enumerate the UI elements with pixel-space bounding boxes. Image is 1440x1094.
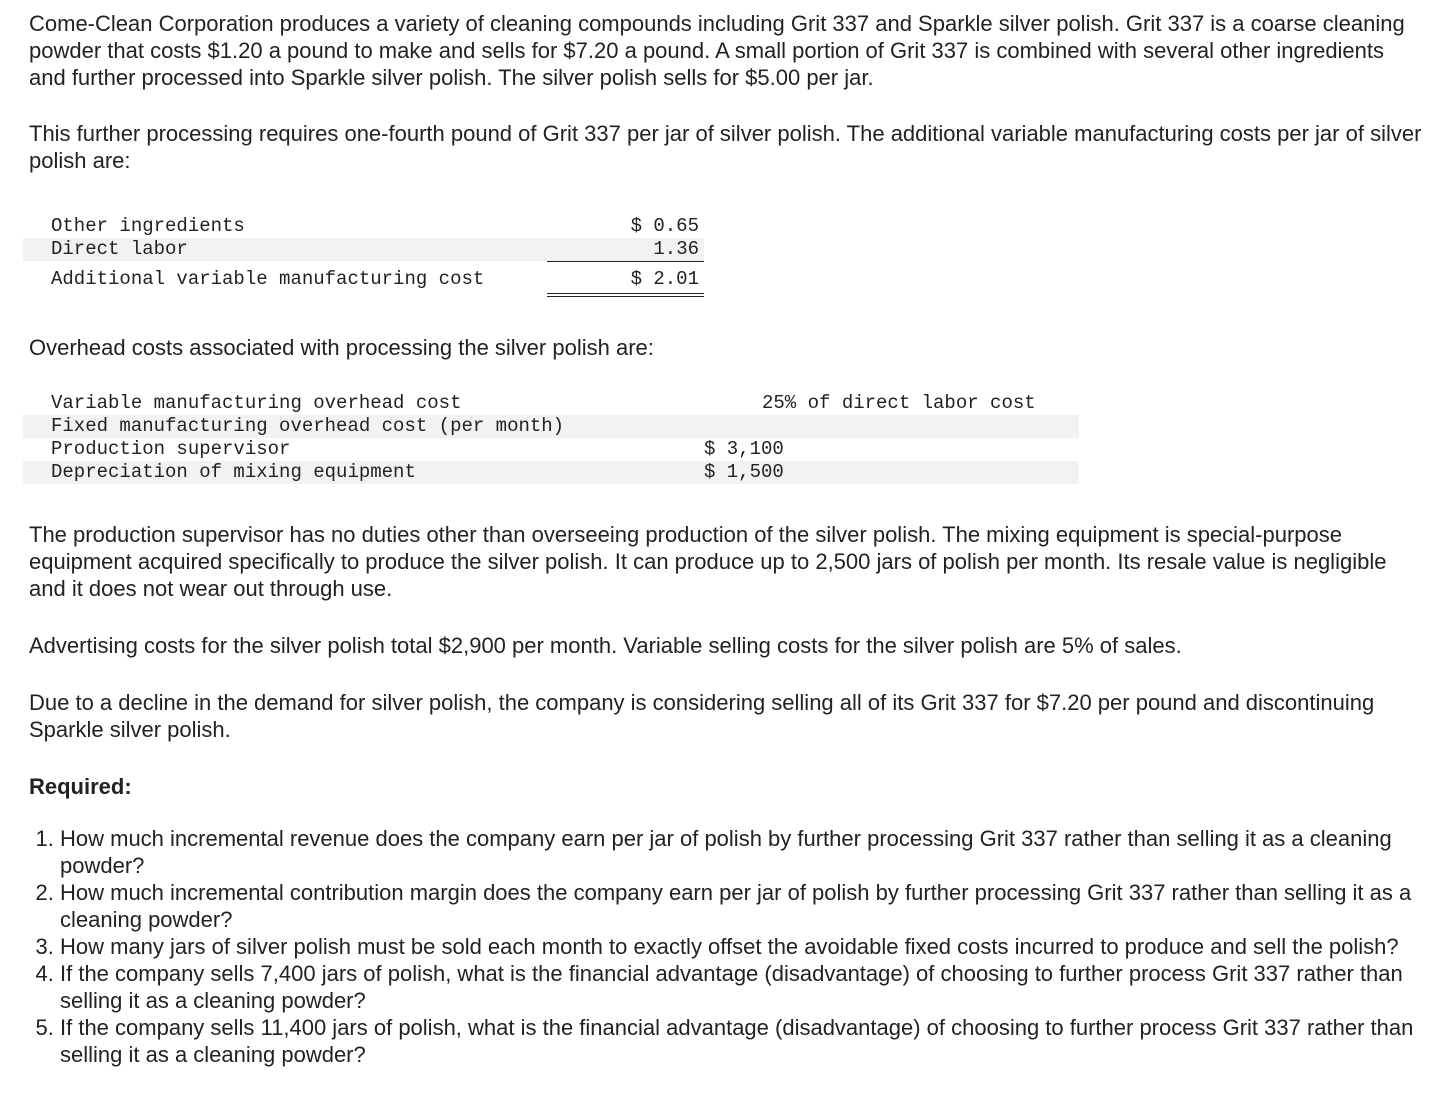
row-label: Depreciation of mixing equipment — [51, 461, 416, 483]
row-label: Variable manufacturing overhead cost — [51, 392, 462, 414]
advertising-paragraph: Advertising costs for the silver polish total $2,900 per month. Variable selling costs for the silver polish are 5% of sales. — [29, 633, 1182, 658]
row-label: Direct labor — [51, 238, 188, 260]
table-row — [23, 438, 1079, 461]
question-item: 4. If the company sells 7,400 jars of polish, what is the financial advantage (disadvantage) of choosing to further process Grit 337 rather than selling it as a cleaning powder? — [60, 960, 1424, 1014]
table-row — [23, 461, 1079, 484]
table-row-total — [23, 268, 704, 291]
intro-paragraph-2: This further processing requires one-fourth pound of Grit 337 per jar of silver polish. The additional variable manufacturing costs per jar of silver polish are: — [29, 121, 1422, 173]
question-item: 3. How many jars of silver polish must be sold each month to exactly offset the avoidable fixed costs incurred to produce and sell the polish? — [60, 933, 1424, 960]
row-value: $ 0.65 — [630, 215, 699, 237]
table-row — [23, 215, 704, 238]
question-item: 5. If the company sells 11,400 jars of polish, what is the financial advantage (disadvantage) of choosing to further process Grit 337 rather than selling it as a cleaning powder? — [60, 1014, 1424, 1068]
supervisor-paragraph: The production supervisor has no duties other than overseeing production of the silver polish. The mixing equipment is special-purpose equipment acquired specifically to produce the silver polish. It can produce up to 2,500 jars of polish per month. Its resale value is negligible and it does not wear out through use. — [29, 522, 1387, 601]
intro-paragraph-1: Come-Clean Corporation produces a variety of cleaning compounds including Grit 337 and Sparkle silver polish. Grit 337 is a coarse cleaning powder that costs $1.20 a pound to make and sells for $7.20 a pound. A small portion of Grit 337 is combined with several other ingredients and further processed into Sparkle silver polish. The silver polish sells for $5.00 per jar. — [29, 11, 1405, 90]
row-value: 1.36 — [653, 238, 699, 260]
question-item: 2. How much incremental contribution margin does the company earn per jar of polish by further processing Grit 337 rather than selling it as a cleaning powder? — [60, 879, 1424, 933]
total-double-rule — [547, 293, 704, 297]
row-rate: 25% of direct labor cost — [762, 392, 1036, 414]
table-row — [23, 238, 704, 261]
row-label: Production supervisor — [51, 438, 291, 460]
overhead-intro: Overhead costs associated with processing the silver polish are: — [29, 335, 654, 360]
question-item: 1. How much incremental revenue does the company earn per jar of polish by further processing Grit 337 rather than selling it as a cleaning powder? — [60, 825, 1424, 879]
subtotal-rule — [547, 261, 704, 262]
row-value: $ 2.01 — [630, 268, 699, 290]
questions-list — [29, 825, 1424, 1068]
table-row — [23, 415, 1079, 438]
required-heading: Required: — [29, 774, 132, 799]
row-label: Additional variable manufacturing cost — [51, 268, 485, 290]
row-label: Other ingredients — [51, 215, 245, 237]
overhead-table — [29, 392, 1424, 484]
decline-paragraph: Due to a decline in the demand for silver polish, the company is considering selling all of its Grit 337 for $7.20 per pound and discontinuing Sparkle silver polish. — [29, 690, 1375, 742]
row-amount: $ 1,500 — [704, 461, 784, 483]
variable-costs-table — [29, 215, 1424, 299]
table-row — [23, 392, 1079, 415]
row-amount: $ 3,100 — [704, 438, 784, 460]
row-label: Fixed manufacturing overhead cost (per month) — [51, 415, 565, 437]
